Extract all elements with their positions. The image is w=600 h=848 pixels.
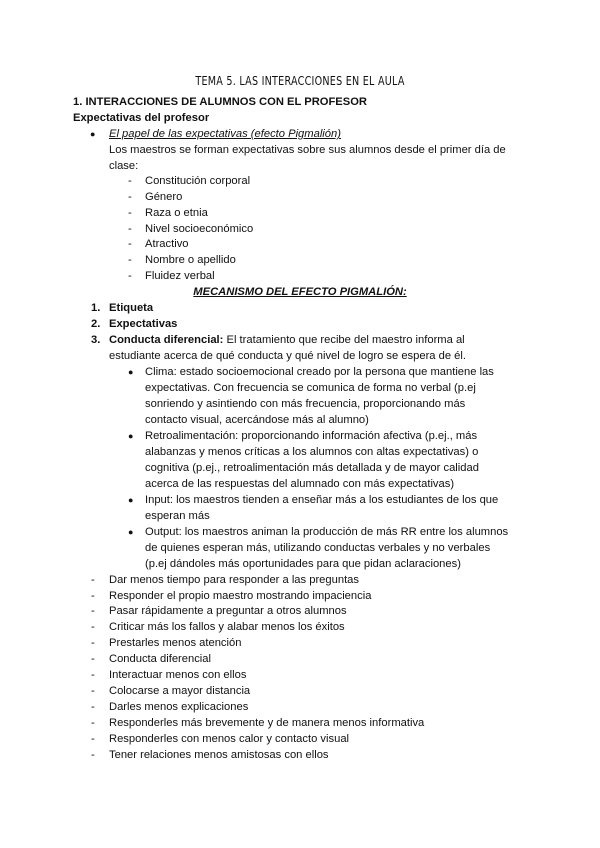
paragraph-line: Los maestros se forman expectativas sobre sus alumnos desde el primer día de (109, 144, 506, 156)
subbullet-line: Output: los maestros animan la producción de más RR entre los alumnos (145, 526, 509, 538)
dash-marker: - (91, 749, 95, 761)
step-label: Etiqueta (109, 302, 154, 314)
step-label: Conducta diferencial: (109, 334, 224, 346)
list-item: Darles menos explicaciones (109, 701, 249, 713)
bullet-heading: El papel de las expectativas (efecto Pigmalión) (109, 128, 341, 140)
list-item: Conducta diferencial (109, 653, 211, 665)
list-item: Criticar más los fallos y alabar menos los éxitos (109, 621, 345, 633)
subbullet-line: expectativas. Con frecuencia se comunica de forma no verbal (p.ej (145, 382, 476, 394)
dash-marker: - (91, 653, 95, 665)
list-item: Colocarse a mayor distancia (109, 685, 251, 697)
step-description: El tratamiento que recibe del maestro informa al (226, 334, 465, 346)
list-item: Pasar rápidamente a preguntar a otros alumnos (109, 605, 347, 617)
dash-marker: - (128, 254, 132, 266)
dash-marker: - (128, 191, 132, 203)
dash-marker: - (91, 717, 95, 729)
dash-marker: - (91, 605, 95, 617)
dash-marker: - (128, 238, 132, 250)
bullet-icon: ● (128, 431, 134, 441)
subbullet-line: (p.ej dándoles más oportunidades para que pidan aclaraciones) (145, 558, 461, 570)
step-number: 2. (91, 318, 101, 330)
list-item: Interactuar menos con ellos (109, 669, 247, 681)
step-label: Expectativas (109, 318, 178, 330)
dash-marker: - (91, 590, 95, 602)
list-item: Responder el propio maestro mostrando impaciencia (109, 590, 372, 602)
subbullet-line: Input: los maestros tienden a enseñar más a los estudiantes de los que (145, 494, 499, 506)
dash-marker: - (128, 223, 132, 235)
list-item: Prestarles menos atención (109, 637, 242, 649)
subbullet-line: cognitiva (p.ej., retroalimentación más detallada y de mayor calidad (145, 462, 479, 474)
dash-marker: - (128, 207, 132, 219)
step-number: 1. (91, 302, 101, 314)
subbullet-line: Clima: estado socioemocional creado por la persona que mantiene las (145, 366, 494, 378)
dash-marker: - (91, 733, 95, 745)
page-title: TEMA 5. LAS INTERACCIONES EN EL AULA (195, 74, 405, 88)
list-item: Dar menos tiempo para responder a las preguntas (109, 574, 359, 586)
subbullet-line: sonriendo y asintiendo con más frecuencia, proporcionando más (145, 398, 466, 410)
subbullet-line: contacto visual, acercándose más al alumno) (145, 414, 369, 426)
dash-marker: - (128, 175, 132, 187)
step-description: estudiante acerca de qué conducta y qué nivel de logro se espera de él. (109, 350, 467, 362)
bullet-icon: ● (128, 495, 134, 505)
list-item: Nivel socioeconómico (145, 223, 254, 235)
dash-marker: - (128, 270, 132, 282)
bullet-icon: ● (90, 129, 96, 139)
subbullet-line: de quienes esperan más, utilizando conductas verbales y no verbales (145, 542, 491, 554)
subbullet-line: esperan más (145, 510, 210, 522)
section-heading: 1. INTERACCIONES DE ALUMNOS CON EL PROFESOR (73, 96, 368, 108)
bullet-icon: ● (128, 527, 134, 537)
dash-marker: - (91, 637, 95, 649)
list-item: Responderles más brevemente y de manera menos informativa (109, 717, 425, 729)
subbullet-line: Retroalimentación: proporcionando información afectiva (p.ej., más (145, 430, 478, 442)
list-item: Responderles con menos calor y contacto visual (109, 733, 350, 745)
dash-marker: - (91, 685, 95, 697)
dash-marker: - (91, 574, 95, 586)
step-number: 3. (91, 334, 101, 346)
list-item: Género (145, 191, 183, 203)
list-item: Nombre o apellido (145, 254, 236, 266)
list-item: Constitución corporal (145, 175, 251, 187)
subbullet-line: alabanzas y menos críticas a los alumnos con altas expectativas) o (145, 446, 479, 458)
list-item: Atractivo (145, 238, 189, 250)
dash-marker: - (91, 701, 95, 713)
list-item: Raza o etnia (145, 207, 208, 219)
list-item: Tener relaciones menos amistosas con ellos (109, 749, 329, 761)
paragraph-line: clase: (109, 160, 139, 172)
dash-marker: - (91, 621, 95, 633)
mechanism-heading: MECANISMO DEL EFECTO PIGMALIÓN: (193, 286, 407, 298)
step-text (109, 332, 465, 348)
bullet-icon: ● (128, 367, 134, 377)
subbullet-line: acerca de las respuestas del alumnado con más expectativas) (145, 478, 455, 490)
subheading: Expectativas del profesor (73, 112, 210, 124)
dash-marker: - (91, 669, 95, 681)
list-item: Fluidez verbal (145, 270, 215, 282)
